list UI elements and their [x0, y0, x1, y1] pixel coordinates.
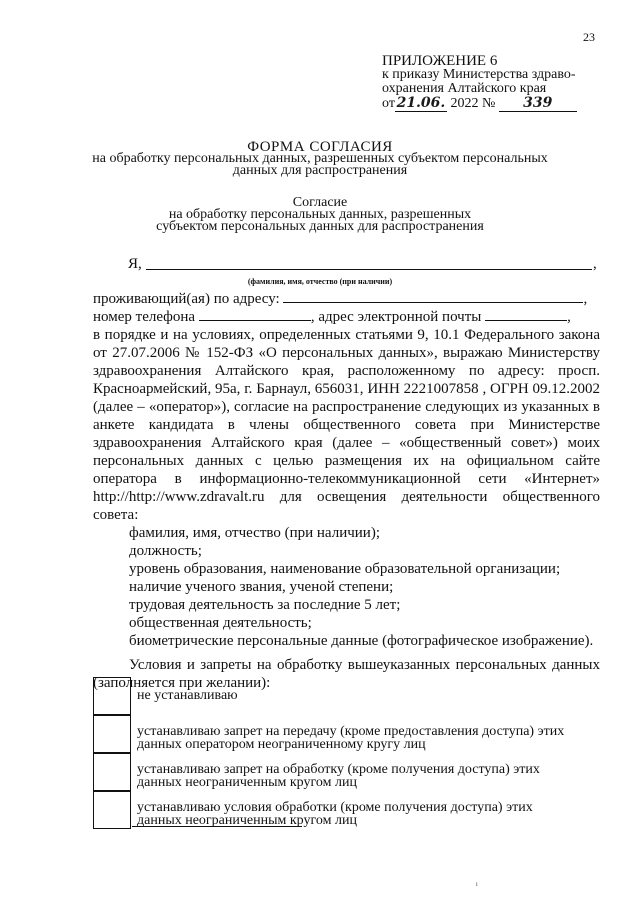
appendix-from: от [382, 96, 395, 111]
option-checkbox[interactable] [93, 677, 131, 715]
option-label: не устанавливаю [137, 688, 238, 703]
option-checkbox[interactable] [93, 791, 131, 829]
form-subtitle-1: на обработку персональных данных, разрешенных субъектом персональных [92, 151, 548, 166]
appendix-title: ПРИЛОЖЕНИЕ 6 [382, 53, 498, 69]
name-field[interactable] [146, 269, 592, 270]
option-label: устанавливаю запрет на передачу (кроме предоставления доступа) этих данных оператором неограниченному кругу лиц [137, 724, 565, 752]
page-number: 23 [583, 30, 595, 44]
email-field[interactable] [485, 308, 567, 321]
option-row [93, 753, 563, 791]
fio-hint: (фамилия, имя, отчество (при наличии) [247, 277, 393, 286]
signature-line [132, 826, 302, 827]
contacts-row: номер телефона , адрес электронной почты , [93, 309, 571, 325]
list-item: общественная деятельность; [129, 615, 312, 631]
list-item: фамилия, имя, отчество (при наличии); [129, 525, 380, 541]
consent-subtitle-2: субъектом персональных данных для распространения [156, 219, 484, 234]
handwritten-date: 21.06. [396, 95, 446, 111]
appendix-line-2: охранения Алтайского края [382, 81, 547, 96]
conditions-text: Условия и запреты на обработку вышеуказанных персональных данных (заполняется при желании): [93, 657, 600, 691]
list-item: уровень образования, наименование образовательной организации; [129, 561, 561, 577]
address-label: проживающий(ая) по адресу: [93, 291, 280, 307]
list-item: трудовая деятельность за последние 5 лет; [129, 597, 401, 613]
name-comma: , [593, 256, 597, 272]
ya-label: Я, [128, 256, 142, 272]
handwritten-number: 339 [523, 95, 553, 111]
address-field[interactable] [283, 290, 583, 303]
option-label: устанавливаю условия обработки (кроме получения доступа) этих данных неограниченным кругом лиц [137, 800, 533, 828]
email-label: , адрес электронной почты [310, 309, 482, 325]
option-row [93, 715, 563, 753]
appendix-date-row [382, 96, 602, 112]
consent-body [93, 290, 600, 692]
option-row [93, 791, 563, 829]
option-row [93, 677, 563, 715]
form-subtitle-2: данных для распространения [232, 163, 408, 178]
address-row: проживающий(ая) по адресу: , [93, 291, 588, 307]
list-item: должность; [129, 543, 202, 559]
list-item: биометрические персональные данные (фотографическое изображение). [129, 633, 594, 649]
consent-paragraph: в порядке и на условиях, определенных статьями 9, 10.1 Федерального закона от 27.07.2006 № 152-ФЗ «О персональных данных», выражаю Министерству здравоохранения Алтайского края, расположенному по адресу: просп. Красноармейский, 95а, г. Барнаул, 656031, ИНН 2221007858 , ОГРН 09.12.2002 (далее – «оператор»), согласие на распространение следующих из указанных в анкете кандидата в члены общественного совета при Министерстве здравоохранения Алтайского края (далее – «общественный совет») моих персональных данных с целью размещения их на официальном сайте оператора в информационно-телекоммуникационной сети «Интернет» http://http://www.zdravalt.ru для освещения деятельности общественного совета: [93, 327, 600, 523]
form-title: ФОРМА СОГЛАСИЯ [247, 139, 393, 155]
scan-mark: ᵢ [476, 877, 478, 888]
option-label: устанавливаю запрет на обработку (кроме получения доступа) этих данных неограниченным кругом лиц [137, 762, 540, 790]
appendix-line-1: к приказу Министерства здраво- [382, 67, 576, 82]
consent-subtitle-1: на обработку персональных данных, разрешенных [168, 207, 472, 222]
consent-title: Согласие [292, 195, 348, 210]
appendix-year: 2022 № [450, 96, 496, 111]
name-field-row [128, 256, 598, 273]
list-item: наличие ученого звания, ученой степени; [129, 579, 394, 595]
phone-field[interactable] [199, 308, 311, 321]
phone-label: номер телефона [93, 309, 196, 325]
option-checkbox[interactable] [93, 715, 131, 753]
conditions-options [93, 677, 563, 829]
appendix-header [382, 54, 602, 112]
option-checkbox[interactable] [93, 753, 131, 791]
